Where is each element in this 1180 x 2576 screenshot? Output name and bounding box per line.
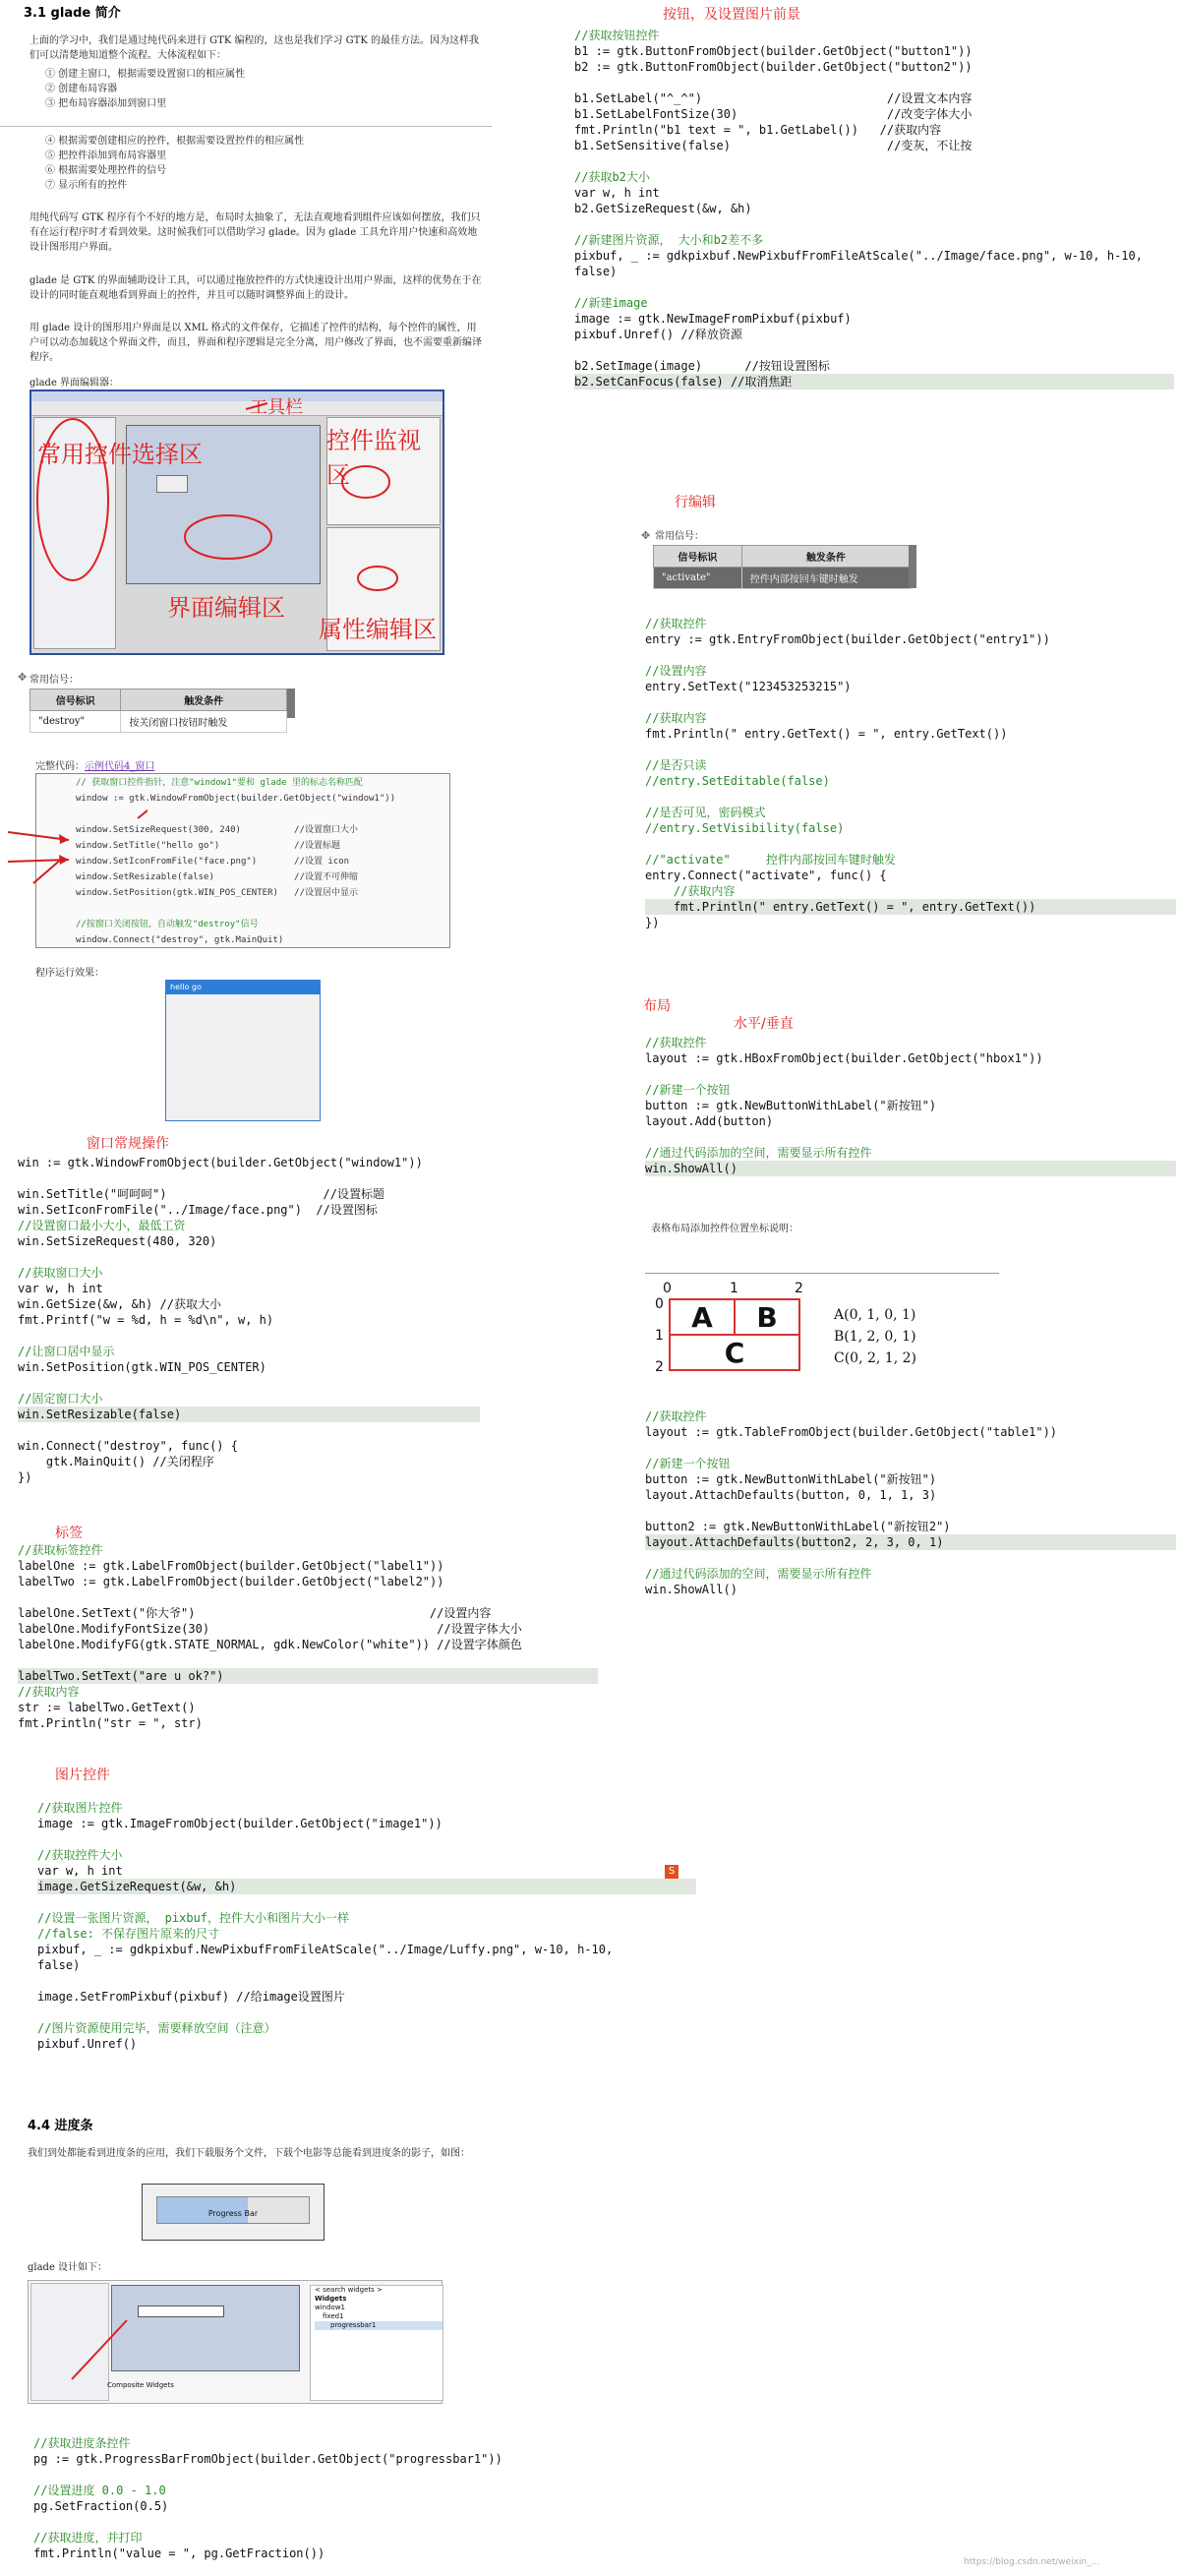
progress-demo-window	[142, 2184, 324, 2241]
code-line	[645, 1066, 1176, 1082]
code-line: //获取内容	[18, 1685, 80, 1699]
code-line: //获取控件	[645, 1409, 707, 1423]
code-line: labelTwo.SetText("are u ok?")	[18, 1668, 598, 1684]
code-line: image := gtk.NewImageFromPixbuf(pixbuf)	[574, 312, 852, 326]
section-title-glade: 3.1 glade 简介	[24, 6, 121, 21]
code-line: pg.SetFraction(0.5)	[33, 2499, 169, 2513]
code-line: pixbuf.Unref() //释放资源	[574, 328, 742, 341]
code-line: win.SetIconFromFile("../Image/face.png") //设置图标	[18, 1203, 378, 1217]
step-item: ④ 根据需要创建相应的控件，根据需要设置控件的相应属性	[45, 136, 305, 147]
code-line: //获取b2大小	[574, 170, 650, 184]
glade-editor-label: glade 界面编辑器：	[30, 378, 120, 389]
section-title-layout: 布局	[643, 998, 671, 1014]
code-line	[574, 216, 1174, 232]
move-handle-icon[interactable]: ✥	[641, 529, 651, 542]
code-line: win.Connect("destroy", func() {	[18, 1439, 238, 1453]
code-line	[645, 1440, 1176, 1456]
section-title-progress: 4.4 进度条	[28, 2119, 93, 2133]
code-line: //获取进度，并打印	[33, 2531, 143, 2545]
page-break-rule	[0, 126, 492, 127]
code-line: //获取内容	[645, 884, 736, 898]
paragraph-4: 用 glade 设计的图形用户界面是以 XML 格式的文件保存，它描述了控件的结构，每个控件的属性，用户可以动态加载这个界面文件，而且，界面和程序逻辑是完全分离，用户修改了界面，也不需要重新编译程序。	[30, 323, 482, 363]
image-code-block	[37, 1800, 696, 2052]
code-line: window.SetIconFromFile("face.png") //设置 icon	[76, 857, 350, 867]
code-line: button := gtk.NewButtonWithLabel("新按钮")	[645, 1472, 937, 1486]
code-line: //获取标签控件	[18, 1543, 103, 1557]
search-widgets[interactable]: < search widgets >	[315, 2286, 383, 2294]
code-line: false)	[574, 265, 618, 278]
code-line	[33, 2514, 584, 2530]
grid-y-label: 2	[655, 1359, 664, 1375]
code-line: var w, h int	[574, 186, 660, 200]
code-line: win.SetSizeRequest(480, 320)	[18, 1234, 217, 1248]
code-line: window.SetResizable(false) //设置不可伸缩	[76, 872, 358, 882]
code-line: layout.Add(button)	[645, 1114, 774, 1128]
layout-subtitle: 水平/垂直	[734, 1016, 794, 1032]
table-cell: 按关闭窗口按钮时触发	[121, 711, 287, 733]
table-scroll-handle[interactable]	[287, 689, 295, 718]
run-window-title: hello go	[166, 981, 320, 994]
steps-list-a	[45, 67, 245, 111]
code-line: labelOne.ModifyFG(gtk.STATE_NORMAL, gdk.NewColor("white")) //设置字体颜色	[18, 1638, 522, 1651]
grid-cell-c: C	[669, 1334, 800, 1371]
code-line: //获取控件大小	[37, 1848, 123, 1862]
section-title-label: 标签	[55, 1526, 83, 1541]
widgets-panel	[310, 2285, 443, 2401]
code-line: pixbuf.Unref()	[37, 2037, 138, 2051]
run-window	[165, 980, 321, 1121]
code-line: fmt.Println("b1 text = ", b1.GetLabel()) //获取内容	[574, 123, 942, 137]
code-line: entry := gtk.EntryFromObject(builder.GetObject("entry1"))	[645, 632, 1050, 646]
table-layout-note: 表格布局添加控件位置坐标说明：	[651, 1224, 798, 1234]
watermark: https://blog.csdn.net/weixin_...	[964, 2557, 1100, 2567]
code-line	[645, 1503, 1176, 1519]
entry-signal-title: 常用信号：	[655, 531, 704, 542]
code-line	[18, 1422, 480, 1438]
code-line	[18, 1328, 480, 1344]
entry-signal-table	[653, 545, 911, 589]
grid-cell-b: B	[734, 1298, 800, 1336]
code-line	[18, 1589, 598, 1605]
code-line: b1.SetLabelFontSize(30) //改变字体大小	[574, 107, 973, 121]
code-line: win.GetSize(&w, &h) //获取大小	[18, 1297, 221, 1311]
code-line: var w, h int	[37, 1864, 123, 1878]
table-grid-diagram	[645, 1279, 1019, 1387]
signal-title: 常用信号：	[30, 675, 79, 686]
code-line: win.ShowAll()	[645, 1161, 1176, 1176]
step-item: ① 创建主窗口，根据需要设置窗口的相应属性	[45, 69, 246, 80]
grid-coord: B(1, 2, 0, 1)	[834, 1329, 916, 1345]
code-line: b2 := gtk.ButtonFromObject(builder.GetObject("button2"))	[574, 60, 973, 74]
step-item: ⑦ 显示所有的控件	[45, 180, 128, 191]
code-line: str := labelTwo.GetText()	[18, 1701, 196, 1714]
grid-y-label: 0	[655, 1296, 664, 1312]
table-scroll-handle[interactable]	[909, 545, 916, 588]
full-code-text: 完整代码：	[35, 761, 85, 772]
code-line	[18, 1375, 480, 1391]
layout-code-block	[645, 1035, 1176, 1176]
code-line: //获取按钮控件	[574, 29, 660, 42]
section-title-window: 窗口常规操作	[87, 1136, 169, 1152]
glade-design-screenshot	[28, 2280, 442, 2404]
code-line: image.GetSizeRequest(&w, &h)	[37, 1879, 696, 1894]
code-line: labelTwo := gtk.LabelFromObject(builder.GetObject("label2"))	[18, 1575, 444, 1588]
annotation-monitor: 控件监视区	[326, 427, 421, 489]
code-line: // 获取窗口控件指针，注意"window1"要和 glade 里的标志名称匹配	[76, 778, 363, 788]
full-code-label	[35, 759, 154, 774]
glade-editor-screenshot	[30, 389, 444, 655]
code-line: window := gtk.WindowFromObject(builder.GetObject("window1"))	[76, 794, 396, 804]
code-line: window.Connect("destroy", gtk.MainQuit)	[76, 935, 284, 945]
code-line: //新建图片资源， 大小和b2差不多	[574, 233, 764, 247]
code-line: gtk.MainQuit() //关闭程序	[18, 1455, 214, 1468]
composite-label: Composite Widgets	[107, 2381, 174, 2389]
paragraph-2: 用纯代码写 GTK 程序有个不好的地方是，布局时太抽象了，无法直观地看到组件应该如何摆放，我们只有在运行程序时才看到效果。这时候我们可以借助学习 glade。因为 glade 工具允许用户快速和高效地设计图形用户界面。	[30, 212, 481, 253]
code-line: image := gtk.ImageFromObject(builder.GetObject("image1"))	[37, 1817, 442, 1830]
code-line: fmt.Println(" entry.GetText() = ", entry.GetText())	[645, 899, 1176, 915]
code-line	[18, 1652, 598, 1668]
divider	[645, 1273, 999, 1274]
grid-coord: A(0, 1, 0, 1)	[834, 1307, 916, 1323]
code-line	[37, 1831, 696, 1847]
code-line	[645, 694, 1176, 710]
table-layout-code-block	[645, 1408, 1176, 1597]
arrows-overlay	[0, 773, 148, 911]
code-line: win.ShowAll()	[645, 1583, 738, 1596]
code-line	[645, 647, 1176, 663]
code-line: layout.AttachDefaults(button, 0, 1, 1, 3)	[645, 1488, 937, 1502]
table-cell: 控件内部按回车键时触发	[741, 568, 910, 589]
code-line: //让窗口居中显示	[18, 1345, 115, 1358]
progress-text: Progress Bar	[207, 2209, 259, 2218]
code-line: var w, h int	[18, 1282, 103, 1295]
code-line	[37, 2005, 696, 2020]
code-line	[574, 342, 1174, 358]
code-line: //固定窗口大小	[18, 1392, 103, 1406]
grid-cell-a: A	[669, 1298, 736, 1336]
code-line: fmt.Println(" entry.GetText() = ", entry.GetText())	[645, 727, 1008, 741]
code-line	[645, 1550, 1176, 1566]
code-line: window.SetPosition(gtk.WIN_POS_CENTER) //设置居中显示	[76, 888, 358, 898]
code-line: fmt.Printf("w = %d, h = %d\n", w, h)	[18, 1313, 274, 1327]
table-header: 触发条件	[121, 689, 287, 711]
code-line	[33, 2467, 584, 2483]
step-item: ② 创建布局容器	[45, 84, 118, 94]
code-line: button := gtk.NewButtonWithLabel("新按钮")	[645, 1099, 937, 1112]
widget-item[interactable]: progressbar1	[315, 2321, 442, 2330]
code-line: pg := gtk.ProgressBarFromObject(builder.GetObject("progressbar1"))	[33, 2452, 502, 2466]
code-line: labelOne.ModifyFontSize(30) //设置字体大小	[18, 1622, 522, 1636]
section-title-image: 图片控件	[55, 1767, 110, 1783]
code-line: //设置进度 0.0 - 1.0	[33, 2484, 166, 2497]
code-line: win.SetTitle("呵呵呵") //设置标题	[18, 1187, 384, 1201]
design-arrow	[29, 2281, 225, 2403]
table-header: 信号标识	[654, 546, 742, 568]
run-label: 程序运行效果：	[35, 968, 104, 979]
code-line	[18, 1249, 480, 1265]
code-line	[645, 1129, 1176, 1145]
widget-item[interactable]: fixed1	[323, 2312, 344, 2320]
code-line	[37, 1894, 696, 1910]
code-line: //图片资源使用完毕，需要释放空间（注意）	[37, 2021, 276, 2035]
code-line: b1 := gtk.ButtonFromObject(builder.GetObject("button1"))	[574, 44, 973, 58]
code-line: window.SetTitle("hello go") //设置标题	[76, 841, 340, 851]
code-line: //设置一张图片资源， pixbuf，控件大小和图片大小一样	[37, 1911, 350, 1925]
steps-list-b	[45, 134, 304, 193]
paragraph-3: glade 是 GTK 的界面辅助设计工具，可以通过拖放控件的方式快速设计出用户界面，这样的优势在于在设计的同时能直观地看到界面上的控件，并且可以随时调整界面上的设计。	[30, 275, 482, 301]
progress-code-block	[33, 2435, 584, 2561]
annotation-palette: 常用控件选择区	[37, 441, 203, 468]
code-line	[645, 836, 1176, 852]
move-handle-icon[interactable]: ✥	[18, 671, 28, 684]
step-item: ③ 把布局容器添加到窗口里	[45, 98, 167, 109]
section-title-entry: 行编辑	[675, 495, 716, 510]
table-cell: "activate"	[654, 568, 742, 589]
code-line: //获取控件	[645, 617, 707, 630]
grid-y-label: 1	[655, 1328, 664, 1344]
table-header: 信号标识	[30, 689, 121, 711]
code-line: //按窗口关闭按钮，自动触发"destroy"信号	[76, 920, 259, 929]
code-line: //"activate" 控件内部按回车键时触发	[645, 853, 896, 867]
label-code-block	[18, 1542, 598, 1731]
grid-x-label: 1	[730, 1281, 738, 1296]
progress-paragraph: 我们到处都能看到进度条的应用，我们下载服务个文件，下载个电影等总能看到进度条的影子，如图：	[28, 2148, 470, 2159]
code-line	[645, 789, 1176, 805]
code-line: image.SetFromPixbuf(pixbuf) //给image设置图片	[37, 1990, 345, 2004]
grid-x-label: 0	[663, 1281, 672, 1296]
step-item: ⑤ 把控件添加到布局容器里	[45, 150, 167, 161]
code-line	[574, 153, 1174, 169]
code-line: layout := gtk.HBoxFromObject(builder.GetObject("hbox1"))	[645, 1051, 1043, 1065]
code-line: //获取进度条控件	[33, 2436, 131, 2450]
code-line: //entry.SetVisibility(false)	[645, 821, 845, 835]
grid-coords	[834, 1304, 916, 1369]
intro-paragraph: 上面的学习中，我们是通过纯代码来进行 GTK 编程的，这也是我们学习 GTK 的最佳方法。因为这样我们可以清楚地知道整个流程。大体流程如下：	[30, 35, 479, 61]
widget-item[interactable]: window1	[315, 2304, 346, 2311]
step-item: ⑥ 根据需要处理控件的信号	[45, 165, 167, 176]
code-line: //是否只读	[645, 758, 707, 772]
button-code-block	[574, 28, 1174, 389]
example-code-link[interactable]: 示例代码4_窗口	[85, 761, 155, 772]
window-code-block	[18, 1155, 480, 1485]
code-line: labelOne.SetText("你大爷") //设置内容	[18, 1606, 492, 1620]
glade-design-label: glade 设计如下：	[28, 2262, 108, 2273]
code-line: //是否可见，密码模式	[645, 806, 766, 819]
code-line: layout.AttachDefaults(button2, 2, 3, 0, 1)	[645, 1534, 1176, 1550]
section-title-button: 按钮，及设置图片前景	[663, 7, 800, 23]
code-line: win.SetResizable(false)	[18, 1407, 480, 1422]
code-line: b2.SetCanFocus(false) //取消焦距	[574, 374, 1174, 389]
code-line: //通过代码添加的空间，需要显示所有控件	[645, 1567, 872, 1581]
code-line: button2 := gtk.NewButtonWithLabel("新按钮2")	[645, 1520, 951, 1533]
annotation-toolbar: 工具栏	[250, 397, 303, 418]
code-line: })	[645, 916, 660, 929]
code-line: win.SetPosition(gtk.WIN_POS_CENTER)	[18, 1360, 266, 1374]
code-line: b2.GetSizeRequest(&w, &h)	[574, 202, 752, 215]
code-line: fmt.Println("value = ", pg.GetFraction())	[33, 2546, 325, 2560]
code-line	[574, 279, 1174, 295]
code-line: layout := gtk.TableFromObject(builder.GetObject("table1"))	[645, 1425, 1058, 1439]
code-line	[18, 1170, 480, 1186]
code-line: pixbuf, _ := gdkpixbuf.NewPixbufFromFileAtScale("../Image/Luffy.png", w-10, h-10,	[37, 1943, 614, 1956]
progress-bar	[156, 2196, 310, 2224]
code-line: //新建一个按钮	[645, 1083, 731, 1097]
code-line: //获取控件	[645, 1036, 707, 1049]
code-line	[574, 75, 1174, 90]
code-line: //entry.SetEditable(false)	[645, 774, 830, 788]
code-line: fmt.Println("str = ", str)	[18, 1716, 203, 1730]
code-line: //获取图片控件	[37, 1801, 123, 1815]
code-line: //获取内容	[645, 711, 707, 725]
code-line: win := gtk.WindowFromObject(builder.GetObject("window1"))	[18, 1156, 423, 1169]
code-line: entry.Connect("activate", func() {	[645, 869, 887, 882]
code-line: b1.SetLabel("^_^") //设置文本内容	[574, 91, 973, 105]
code-line	[37, 1973, 696, 1989]
code-line: window.SetSizeRequest(300, 240) //设置窗口大小	[76, 825, 358, 835]
signal-table	[30, 689, 287, 733]
table-header: 触发条件	[741, 546, 910, 568]
code-line: //新建image	[574, 296, 648, 310]
code-line: //通过代码添加的空间，需要显示所有控件	[645, 1146, 872, 1160]
annotation-editor: 界面编辑区	[167, 594, 285, 622]
grid-x-label: 2	[795, 1281, 803, 1296]
code-line: false)	[37, 1958, 81, 1972]
code-line: //设置窗口最小大小，最低工资	[18, 1219, 186, 1232]
entry-code-block	[645, 616, 1176, 930]
code-line: b2.SetImage(image) //按钮设置图标	[574, 359, 830, 373]
code-line: pixbuf, _ := gdkpixbuf.NewPixbufFromFileAtScale("../Image/face.png", w-10, h-10,	[574, 249, 1143, 263]
code-line: //新建一个按钮	[645, 1457, 731, 1470]
code-line: b1.SetSensitive(false) //变灰，不让按	[574, 139, 973, 152]
widgets-title: Widgets	[315, 2295, 347, 2303]
annotation-properties: 属性编辑区	[319, 616, 437, 643]
code-line: labelOne := gtk.LabelFromObject(builder.GetObject("label1"))	[18, 1559, 444, 1573]
csdn-s-icon[interactable]: S	[665, 1865, 678, 1879]
code-line: //设置内容	[645, 664, 707, 678]
code-line	[645, 742, 1176, 757]
code-line: })	[18, 1470, 32, 1484]
code-line: //false: 不保存图片原来的尺寸	[37, 1927, 220, 1941]
code-line: //获取窗口大小	[18, 1266, 103, 1280]
table-cell: "destroy"	[30, 711, 121, 733]
grid-coord: C(0, 2, 1, 2)	[834, 1350, 916, 1366]
code-line: entry.SetText("123453253215")	[645, 680, 852, 693]
